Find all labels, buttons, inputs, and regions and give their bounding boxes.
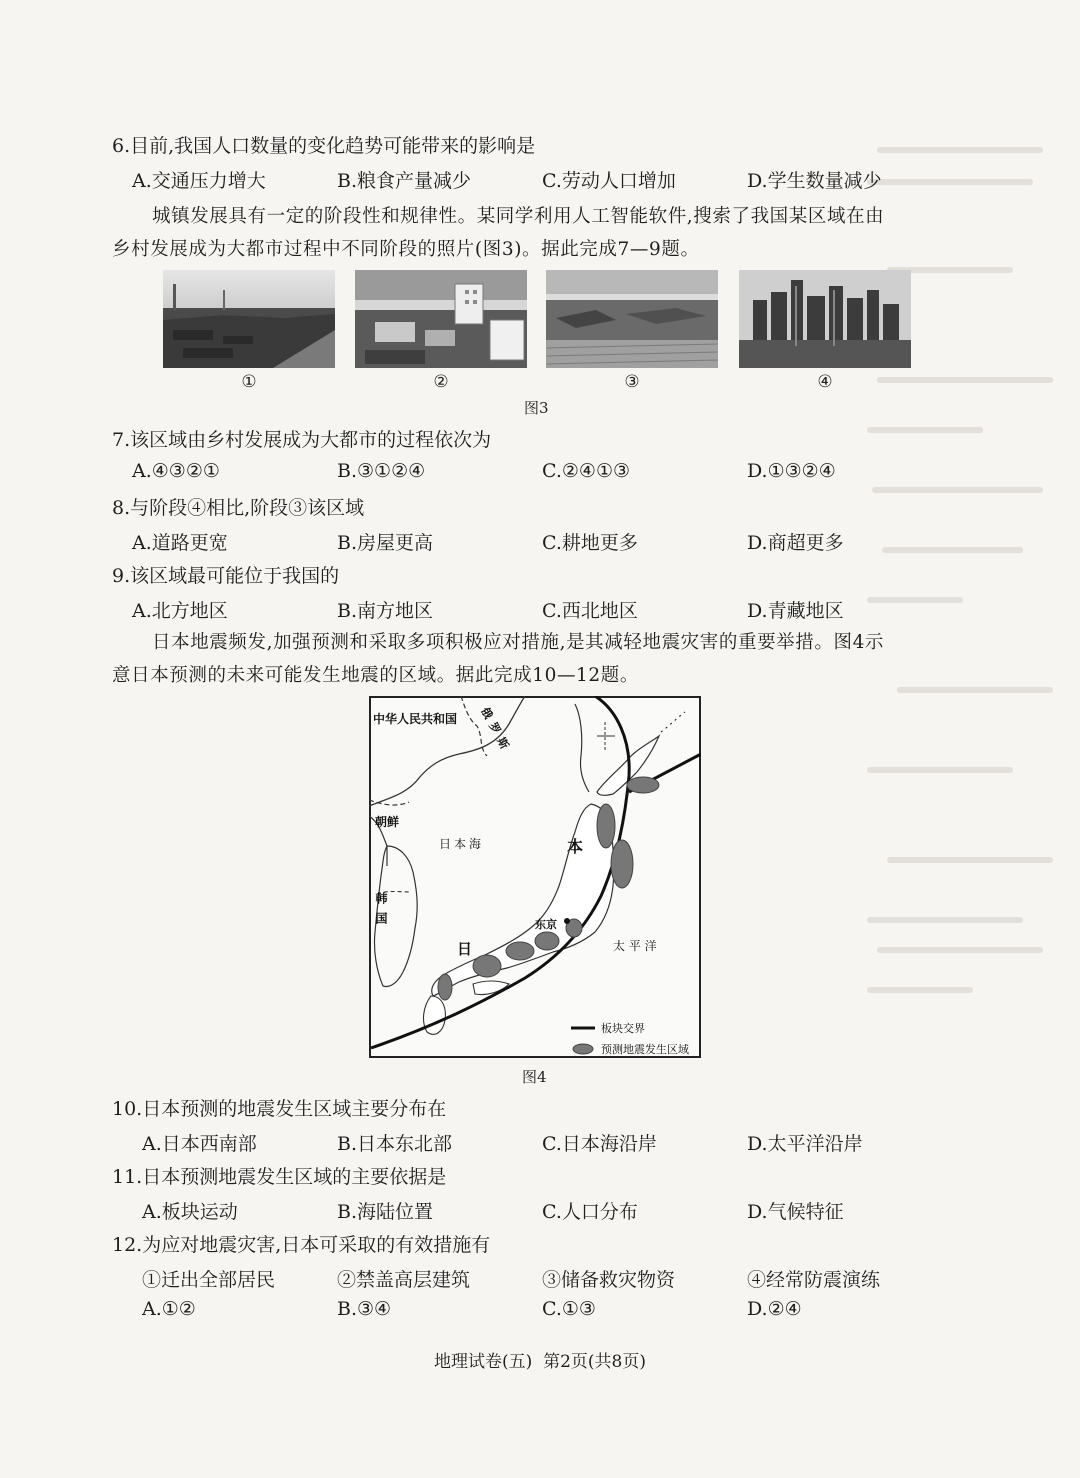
q10-option-d[interactable]: D.太平洋沿岸 xyxy=(747,1133,863,1155)
q9-option-c[interactable]: C.西北地区 xyxy=(542,600,638,622)
question-8-stem: 8.与阶段④相比,阶段③该区域 xyxy=(112,497,365,519)
zone-tokai xyxy=(535,932,559,950)
q11-option-b[interactable]: B.海陆位置 xyxy=(337,1201,434,1223)
q12-option-b[interactable]: B.③④ xyxy=(337,1298,392,1320)
question-10-stem: 10.日本预测的地震发生区域主要分布在 xyxy=(112,1098,447,1120)
question-6-options xyxy=(132,166,972,198)
q6-option-c[interactable]: C.劳动人口增加 xyxy=(542,170,676,192)
question-9-stem: 9.该区域最可能位于我国的 xyxy=(112,565,340,587)
q6-option-b[interactable]: B.粮食产量减少 xyxy=(337,170,472,192)
q9-option-a[interactable]: A.北方地区 xyxy=(132,600,228,622)
zone-tonankai xyxy=(506,942,534,960)
japan-map xyxy=(369,696,701,1058)
label-north-korea: 朝鲜 xyxy=(375,815,400,829)
q8-option-a[interactable]: A.道路更宽 xyxy=(132,532,228,554)
label-russia: 俄罗斯 xyxy=(478,705,514,757)
photo-2-town xyxy=(355,270,527,368)
q12-item-2: ②禁盖高层建筑 xyxy=(337,1269,471,1291)
intro-7-9 xyxy=(112,200,964,266)
question-11-options xyxy=(142,1197,982,1229)
q11-option-a[interactable]: A.板块运动 xyxy=(142,1201,238,1223)
q7-option-c[interactable]: C.②④①③ xyxy=(542,460,631,482)
photo-4-metropolis xyxy=(739,270,911,368)
question-10-options xyxy=(142,1129,982,1161)
q10-option-a[interactable]: A.日本西南部 xyxy=(142,1133,257,1155)
q12-item-3: ③储备救灾物资 xyxy=(542,1269,676,1291)
label-ri: 日 xyxy=(457,940,473,958)
q8-option-d[interactable]: D.商超更多 xyxy=(747,532,844,554)
photo-1-image xyxy=(163,270,335,368)
q7-option-b[interactable]: B.③①②④ xyxy=(337,460,426,482)
q6-option-a[interactable]: A.交通压力增大 xyxy=(132,170,266,192)
label-south-korea: 韩国 xyxy=(374,892,388,932)
photo-2-label: ② xyxy=(433,372,449,392)
q7-option-a[interactable]: A.④③②① xyxy=(132,460,220,482)
label-tokyo: 东京 xyxy=(535,918,557,931)
photo-4-label: ④ xyxy=(817,372,833,392)
legend-boundary-label: 板块交界 xyxy=(601,1022,645,1035)
photo-3-label: ③ xyxy=(624,372,640,392)
q10-option-c[interactable]: C.日本海沿岸 xyxy=(542,1133,657,1155)
photo-4-image xyxy=(739,270,911,368)
zone-tohoku-south xyxy=(611,840,633,888)
label-china: 中华人民共和国 xyxy=(373,712,458,726)
label-ben: 本 xyxy=(567,837,584,856)
intro-10-12 xyxy=(112,626,964,692)
question-7-stem: 7.该区域由乡村发展成为大都市的过程依次为 xyxy=(112,429,492,451)
question-12-stem: 12.为应对地震灾害,日本可采取的有效措施有 xyxy=(112,1234,491,1256)
question-9-options xyxy=(132,596,972,628)
photo-1-industrial xyxy=(163,270,335,368)
zone-kyushu xyxy=(438,974,452,1000)
question-11-stem: 11.日本预测地震发生区域的主要依据是 xyxy=(112,1166,447,1188)
photo-2-image xyxy=(355,270,527,368)
q12-item-4: ④经常防震演练 xyxy=(747,1269,881,1291)
label-pacific: 太 平 洋 xyxy=(613,939,657,953)
q8-option-b[interactable]: B.房屋更高 xyxy=(337,532,434,554)
q11-option-d[interactable]: D.气候特征 xyxy=(747,1201,844,1223)
zone-tohoku-north xyxy=(597,804,615,848)
q12-option-d[interactable]: D.②④ xyxy=(747,1298,802,1320)
tokyo-marker xyxy=(564,918,570,924)
q8-option-c[interactable]: C.耕地更多 xyxy=(542,532,638,554)
question-8-options xyxy=(132,528,972,560)
q12-option-c[interactable]: C.①③ xyxy=(542,1298,596,1320)
q9-option-d[interactable]: D.青藏地区 xyxy=(747,600,844,622)
intro-7-9-line2: 乡村发展成为大都市过程中不同阶段的照片(图3)。据此完成7—9题。 xyxy=(112,239,700,260)
figure-3-caption: 图3 xyxy=(524,399,549,417)
page-footer: 地理试卷(五) 第2页(共8页) xyxy=(434,1352,646,1372)
question-6-stem: 6.目前,我国人口数量的变化趋势可能带来的影响是 xyxy=(112,135,536,157)
intro-7-9-line1: 城镇发展具有一定的阶段性和规律性。某同学利用人工智能软件,搜索了我国某区域在由 xyxy=(152,206,885,227)
zone-nankai xyxy=(473,955,501,977)
q9-option-b[interactable]: B.南方地区 xyxy=(337,600,434,622)
zone-hokkaido xyxy=(627,777,659,793)
photo-1-label: ① xyxy=(241,372,257,392)
question-12-items xyxy=(142,1265,982,1297)
q12-option-a[interactable]: A.①② xyxy=(142,1298,196,1320)
figure-4-map xyxy=(369,696,701,1058)
label-sea-of-japan: 日本海 xyxy=(439,837,485,851)
photo-3-image xyxy=(546,270,718,368)
q11-option-c[interactable]: C.人口分布 xyxy=(542,1201,638,1223)
figure-4-caption: 图4 xyxy=(522,1068,547,1086)
legend-zone-label: 预测地震发生区域 xyxy=(601,1043,689,1056)
q12-item-1: ①迁出全部居民 xyxy=(142,1269,276,1291)
q10-option-b[interactable]: B.日本东北部 xyxy=(337,1133,453,1155)
intro-10-12-line1: 日本地震频发,加强预测和采取多项积极应对措施,是其减轻地震灾害的重要举措。图4示 xyxy=(152,632,885,653)
q6-option-d[interactable]: D.学生数量减少 xyxy=(747,170,882,192)
intro-10-12-line2: 意日本预测的未来可能发生地震的区域。据此完成10—12题。 xyxy=(112,665,639,686)
question-7-options xyxy=(132,460,972,492)
photo-3-village xyxy=(546,270,718,368)
question-12-options xyxy=(142,1298,982,1330)
q7-option-d[interactable]: D.①③②④ xyxy=(747,460,836,482)
